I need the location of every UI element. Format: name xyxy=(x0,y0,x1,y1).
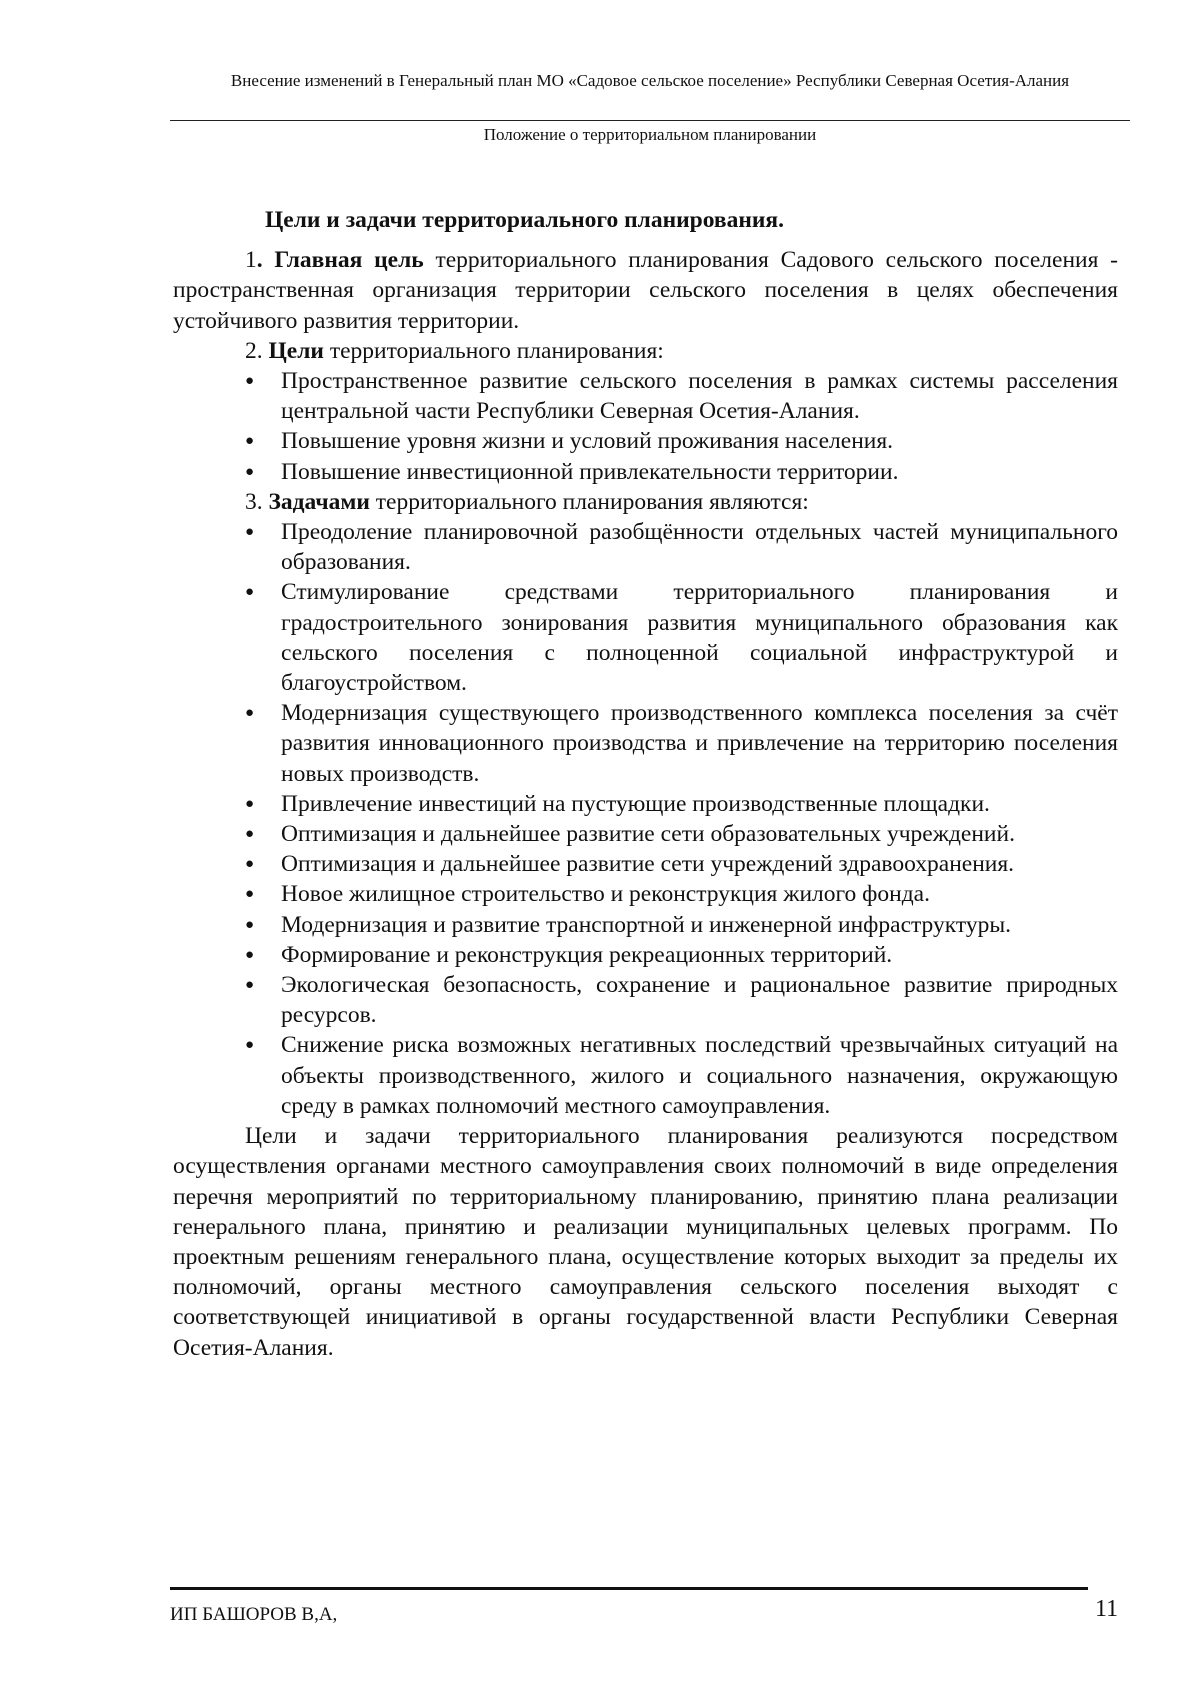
bullet-icon: ● xyxy=(245,856,255,873)
running-header-subtitle: Положение о территориальном планировании xyxy=(483,125,817,144)
list-item-text: Пространственное развитие сельского поселения в рамках системы расселения центральной части Республики Северная Осетия-Алания. xyxy=(281,368,1118,425)
list-item xyxy=(173,879,1118,909)
goals-list xyxy=(173,366,1118,487)
bullet-icon: ● xyxy=(245,795,255,812)
section-heading: Цели и задачи территориального планирования. xyxy=(265,207,784,233)
bullet-icon: ● xyxy=(245,705,255,722)
list-item-text: Оптимизация и дальнейшее развитие сети образовательных учреждений. xyxy=(281,821,1015,848)
list-item-text: Экологическая безопасность, сохранение и рациональное развитие природных ресурсов. xyxy=(281,972,1118,1029)
bullet-icon: ● xyxy=(245,433,255,450)
list-item-text: Новое жилищное строительство и реконструкция жилого фонда. xyxy=(281,881,930,908)
list-item-text: Привлечение инвестиций на пустующие производственные площадки. xyxy=(281,790,990,817)
paragraph-text: территориального планирования являются: xyxy=(369,488,809,515)
bullet-icon: ● xyxy=(245,977,255,994)
header-divider xyxy=(170,120,1130,121)
bold-term: . Главная цель xyxy=(256,247,424,274)
tasks-list xyxy=(173,517,1118,1121)
list-item xyxy=(173,426,1118,456)
list-item xyxy=(173,366,1118,426)
list-item-text: Стимулирование средствами территориального планирования и градостроительного зонирования развития муниципального образования как сельского поселения с полноценной социальной инфраструктурой и благоустройством. xyxy=(281,579,1118,697)
item-number: 2. xyxy=(245,337,269,364)
list-item-text: Преодоление планировочной разобщённости отдельных частей муниципального образования. xyxy=(281,519,1118,576)
list-item xyxy=(173,789,1118,819)
bold-term: Цели xyxy=(268,337,324,364)
list-item-text: Оптимизация и дальнейшее развитие сети учреждений здравоохранения. xyxy=(281,851,1015,878)
list-item xyxy=(173,698,1118,789)
paragraph-tasks-intro xyxy=(173,487,1118,517)
list-item-text: Повышение инвестиционной привлекательности территории. xyxy=(281,458,899,485)
list-item xyxy=(173,849,1118,879)
paragraph-main-goal xyxy=(173,245,1118,336)
list-item xyxy=(173,517,1118,577)
main-content xyxy=(173,205,1118,1363)
running-header-title: Внесение изменений в Генеральный план МО «Садовое сельское поселение» Республики Северная Осетия-Алания xyxy=(230,71,1070,90)
bullet-icon: ● xyxy=(245,946,255,963)
bullet-icon: ● xyxy=(245,584,255,601)
list-item xyxy=(173,970,1118,1030)
page-number: 11 xyxy=(1095,1596,1119,1622)
list-item-text: Модернизация и развитие транспортной и инженерной инфраструктуры. xyxy=(281,911,1011,938)
list-item-text: Модернизация существующего производственного комплекса поселения за счёт развития инновационного производства и привлечение на территорию поселения новых производств. xyxy=(281,700,1118,787)
bullet-icon: ● xyxy=(245,463,255,480)
bullet-icon: ● xyxy=(245,886,255,903)
paragraph-text: территориального планирования: xyxy=(323,337,664,364)
footer-author: ИП БАШОРОВ В,А, xyxy=(170,1604,338,1625)
list-item xyxy=(173,1030,1118,1121)
footer-divider xyxy=(170,1587,1088,1590)
bullet-icon: ● xyxy=(245,826,255,843)
paragraph-goals-intro xyxy=(173,336,1118,366)
bullet-icon: ● xyxy=(245,916,255,933)
bullet-icon: ● xyxy=(245,524,255,541)
list-item xyxy=(173,457,1118,487)
list-item xyxy=(173,819,1118,849)
paragraph-text: территориального планирования Садового сельского поселения - пространственная организация территории сельского поселения в целях обеспечения устойчивого развития территории. xyxy=(173,247,1118,334)
list-item xyxy=(173,577,1118,698)
list-item-text: Снижение риска возможных негативных последствий чрезвычайных ситуаций на объекты производственного, жилого и социального назначения, окружающую среду в рамках полномочий местного самоуправления. xyxy=(281,1032,1118,1119)
list-item-text: Формирование и реконструкция рекреационных территорий. xyxy=(281,941,893,968)
bullet-icon: ● xyxy=(245,373,255,390)
bullet-icon: ● xyxy=(245,1037,255,1054)
list-item xyxy=(173,910,1118,940)
list-item xyxy=(173,940,1118,970)
item-number: 3. xyxy=(245,488,269,515)
paragraph-closing: Цели и задачи территориального планирования реализуются посредством осуществления органами местного самоуправления своих полномочий в виде определения перечня мероприятий по территориальному планированию, принятию плана реализации генерального плана, принятию и реализации муниципальных целевых программ. По проектным решениям генерального плана, осуществление которых выходит за пределы их полномочий, органы местного самоуправления сельского поселения выходят с соответствующей инициативой в органы государственной власти Республики Северная Осетия-Алания. xyxy=(173,1123,1118,1361)
bold-term: Задачами xyxy=(268,488,370,515)
list-item-text: Повышение уровня жизни и условий проживания населения. xyxy=(281,428,894,455)
item-number: 1 xyxy=(245,247,257,274)
